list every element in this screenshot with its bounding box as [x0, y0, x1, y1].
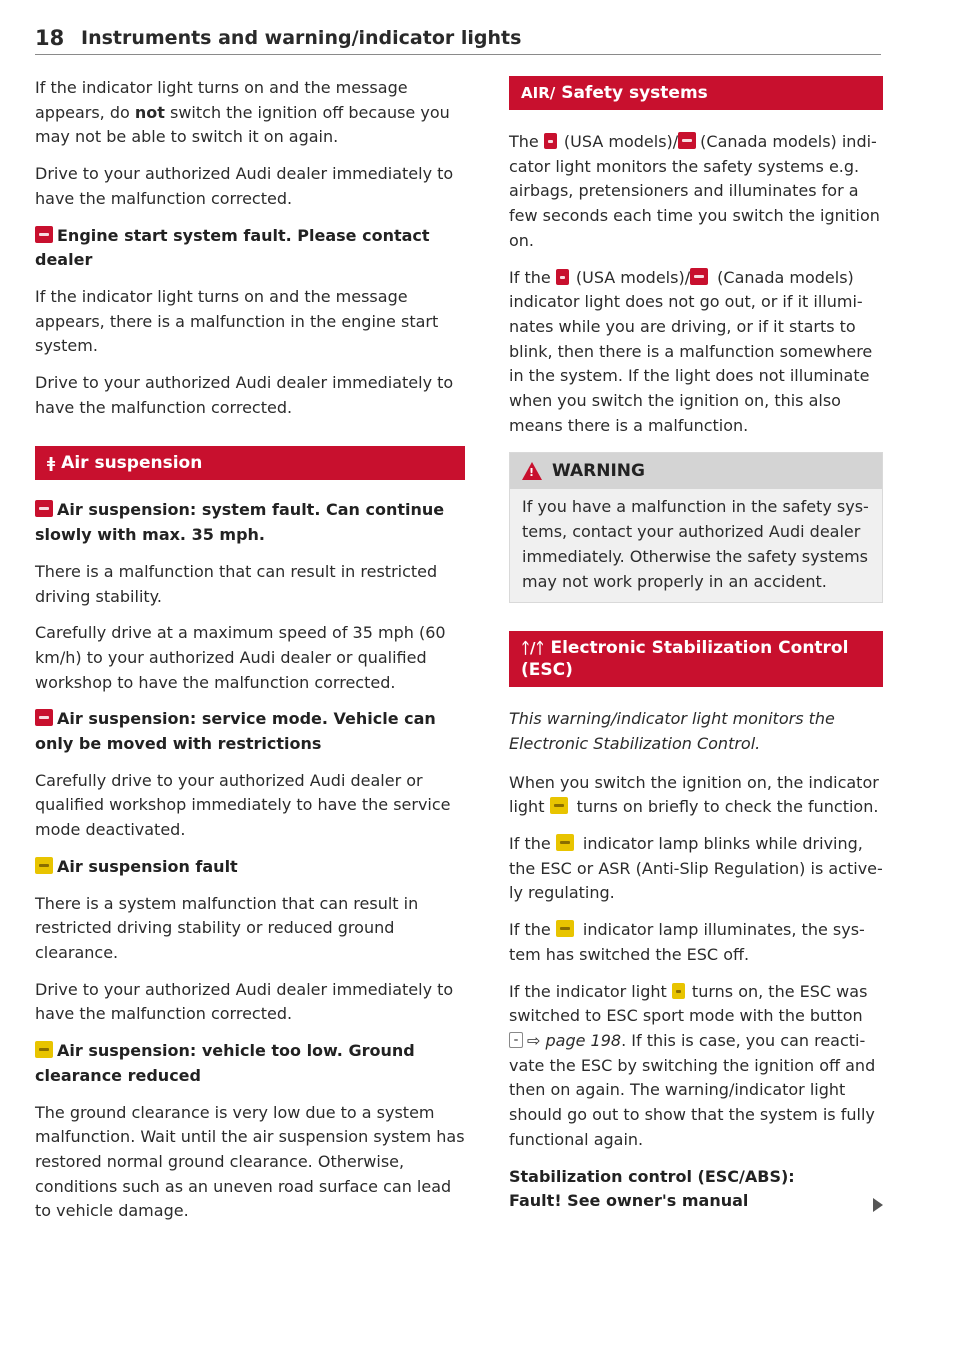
engine-start-heading: Engine start system fault. Please contact dealer	[35, 225, 430, 270]
esc-button-icon	[509, 1032, 523, 1048]
paragraph: If the indicator light turns on and the message appears, do not switch the ignition off because you may not be able to switch it on again.	[35, 78, 450, 147]
engine-start-indicator-icon	[35, 226, 53, 243]
esc-sport-indicator-icon	[672, 983, 685, 999]
warning-text: If you have a malfunction in the safety systems, contact your authorized Audi dealer immediately. Otherwise the safety systems may not work properly in an accident.	[522, 497, 869, 591]
paragraph: If the (USA models)/ (Canada models) indicator light does not go out, or if it illuminates while you are driving, or if it starts to blink, then there is a malfunction somewhere in the system. If the light does not illuminate when you switch the ignition on, this also means there is a malfunction.	[509, 267, 873, 435]
esc-indicator-icon	[556, 834, 574, 851]
section-title: Instruments and warning/indicator lights	[81, 27, 522, 49]
air-suspension-red-indicator-icon	[35, 709, 53, 726]
paragraph: The ground clearance is very low due to a system malfunction. Wait until the air suspension system has restored normal ground clearance. Otherwise, conditions such as an uneven road surface can lead to vehicle damage.	[35, 1102, 465, 1221]
page-reference-link[interactable]: ⇨ page 198	[527, 1030, 622, 1050]
esc-icon: ᛏ/ᛏ	[521, 639, 545, 658]
paragraph: If the indicator lamp blinks while driving, the ESC or ASR (Anti-Slip Regulation) is actively regulating.	[509, 834, 883, 903]
page-number: 18	[35, 26, 65, 50]
esc-off-indicator-icon	[556, 920, 574, 937]
paragraph: There is a malfunction that can result in restricted driving stability.	[35, 561, 438, 606]
air-suspension-yellow-indicator-icon	[35, 857, 53, 874]
paragraph: Drive to your authorized Audi dealer immediately to have the malfunction corrected.	[35, 979, 454, 1024]
paragraph: The (USA models)/ (Canada models) indicator light monitors the safety systems e.g. airbags, pretensioners and illuminates for a few seconds each time you switch the ignition on.	[509, 132, 880, 250]
paragraph: Drive to your authorized Audi dealer immediately to have the malfunction corrected.	[35, 164, 454, 208]
airbag-icon: AIR/	[521, 84, 556, 102]
warning-box	[509, 452, 883, 603]
air-suspension-icon: ǂ	[47, 454, 56, 473]
esc-fault-heading: Stabilization control (ESC/ABS): Fault! See owner's manual	[509, 1165, 883, 1214]
passenger-safety-indicator-icon	[678, 132, 696, 149]
air-suspension-red-indicator-icon	[35, 500, 53, 517]
paragraph: Carefully drive at a maximum speed of 35 mph (60 km/h) to your authorized Audi dealer or qualified workshop to have the malfunction corrected.	[35, 623, 446, 692]
air-suspension-too-low-heading: Air suspension: vehicle too low. Ground clearance reduced	[35, 1041, 415, 1085]
air-suspension-yellow-indicator-icon	[35, 1041, 53, 1058]
air-suspension-service-mode-heading: Air suspension: service mode. Vehicle can only be moved with restrictions	[35, 709, 436, 754]
passenger-safety-indicator-icon	[690, 268, 708, 285]
esc-intro: This warning/indicator light monitors the Electronic Stabilization Control.	[509, 709, 835, 753]
airbag-indicator-icon	[556, 269, 569, 285]
right-column	[509, 76, 883, 1226]
left-column	[35, 76, 465, 1236]
safety-systems-banner: AIR/ Safety systems	[509, 76, 883, 110]
esc-banner: ᛏ/ᛏ Electronic Stabilization Control (ESC)	[509, 631, 883, 687]
warning-triangle-icon	[522, 462, 542, 480]
continue-arrow-icon	[873, 1198, 883, 1212]
paragraph: Carefully drive to your authorized Audi dealer or qualified workshop immediately to have the service mode deactivated.	[35, 770, 451, 840]
paragraph: There is a system malfunction that can result in restricted driving stability or reduced ground clearance.	[35, 893, 419, 962]
air-suspension-system-fault-heading: Air suspension: system fault. Can continue slowly with max. 35 mph.	[35, 500, 445, 545]
paragraph: If the indicator light turns on, the ESC was switched to ESC sport mode with the button ⇨ page 198. If this is case, you can reactivate the ESC by switching the ignition off and then on again. The warning/indicator light should go out to show that the system is fully functional again.	[509, 981, 876, 1149]
warning-body	[510, 489, 882, 602]
esc-indicator-icon	[550, 797, 568, 814]
air-suspension-fault-heading: Air suspension fault	[35, 855, 465, 880]
paragraph: When you switch the ignition on, the indicator light turns on briefly to check the function.	[509, 772, 879, 817]
air-suspension-banner: ǂ Air suspension	[35, 446, 465, 480]
paragraph: If the indicator lamp illuminates, the system has switched the ESC off.	[509, 920, 865, 964]
warning-header: ! WARNING	[510, 453, 882, 489]
page-header	[35, 22, 881, 55]
airbag-indicator-icon	[544, 133, 557, 149]
paragraph: If the indicator light turns on and the message appears, there is a malfunction in the engine start system.	[35, 286, 439, 356]
paragraph: Drive to your authorized Audi dealer immediately to have the malfunction corrected.	[35, 373, 454, 417]
emphasis: not	[134, 102, 165, 122]
